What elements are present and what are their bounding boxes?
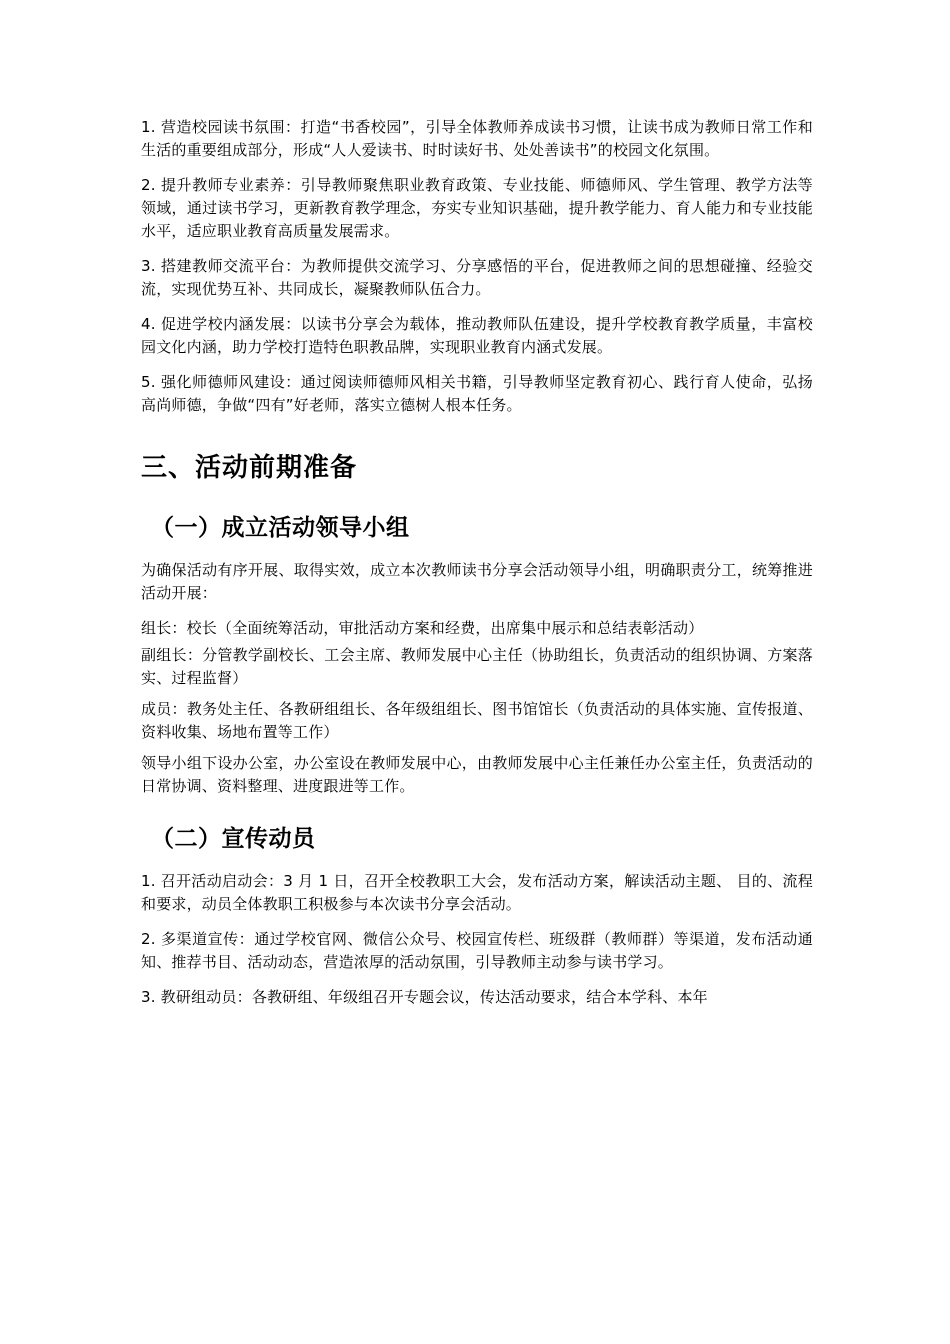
members-paragraph: 成员：教务处主任、各教研组组长、各年级组组长、图书馆馆长（负责活动的具体实施、宣传报道、资料收集、场地布置等工作） (141, 700, 813, 741)
leader-paragraph: 组长：校长（全面统筹活动，审批活动方案和经费，出席集中展示和总结表彰活动） (141, 619, 704, 637)
goal-item-3: 3. 搭建教师交流平台：为教师提供交流学习、分享感悟的平台，促进教师之间的思想碰撞、经验交流，实现优势互补、共同成长，凝聚教师队伍合力。 (141, 257, 813, 298)
leadership-intro: 为确保活动有序开展、取得实效，成立本次教师读书分享会活动领导小组，明确职责分工，统筹推进活动开展： (141, 561, 813, 602)
deputy-paragraph: 副组长：分管教学副校长、工会主席、教师发展中心主任（协助组长，负责活动的组织协调、方案落实、过程监督） (141, 646, 813, 687)
goal-item-2: 2. 提升教师专业素养：引导教师聚焦职业教育政策、专业技能、师德师风、学生管理、教学方法等领域，通过读书学习，更新教育教学理念，夯实专业知识基础，提升教学能力、育人能力和专业技能水平，适应职业教育高质量发展需求。 (141, 176, 813, 240)
goal-item-1: 1. 营造校园读书氛围：打造“书香校园”，引导全体教师养成读书习惯，让读书成为教师日常工作和生活的重要组成部分，形成“人人爱读书、时时读好书、处处善读书”的校园文化氛围。 (141, 118, 813, 159)
goal-item-4: 4. 促进学校内涵发展：以读书分享会为载体，推动教师队伍建设，提升学校教育教学质量，丰富校园文化内涵，助力学校打造特色职教品牌，实现职业教育内涵式发展。 (141, 315, 813, 356)
document-page (141, 116, 813, 1009)
publicity-item-1: 1. 召开活动启动会：3 月 1 日，召开全校教职工大会，发布活动方案，解读活动主题、 目的、流程和要求，动员全体教职工积极参与本次读书分享会活动。 (141, 872, 813, 913)
subsection-heading-1: （一）成立活动领导小组 (151, 515, 410, 541)
publicity-item-3: 3. 教研组动员：各教研组、年级组召开专题会议，传达活动要求，结合本学科、本年 (141, 988, 708, 1006)
goal-item-5: 5. 强化师德师风建设：通过阅读师德师风相关书籍，引导教师坚定教育初心、践行育人使命，弘扬高尚师德，争做“四有”好老师，落实立德树人根本任务。 (141, 373, 813, 414)
publicity-item-2: 2. 多渠道宣传：通过学校官网、微信公众号、校园宣传栏、班级群（教师群）等渠道，发布活动通知、推荐书目、活动动态，营造浓厚的活动氛围，引导教师主动参与读书学习。 (141, 930, 813, 971)
subsection-heading-2: （二）宣传动员 (151, 826, 316, 852)
section-heading: 三、活动前期准备 (141, 453, 358, 483)
office-paragraph: 领导小组下设办公室，办公室设在教师发展中心，由教师发展中心主任兼任办公室主任，负责活动的日常协调、资料整理、进度跟进等工作。 (141, 754, 813, 795)
